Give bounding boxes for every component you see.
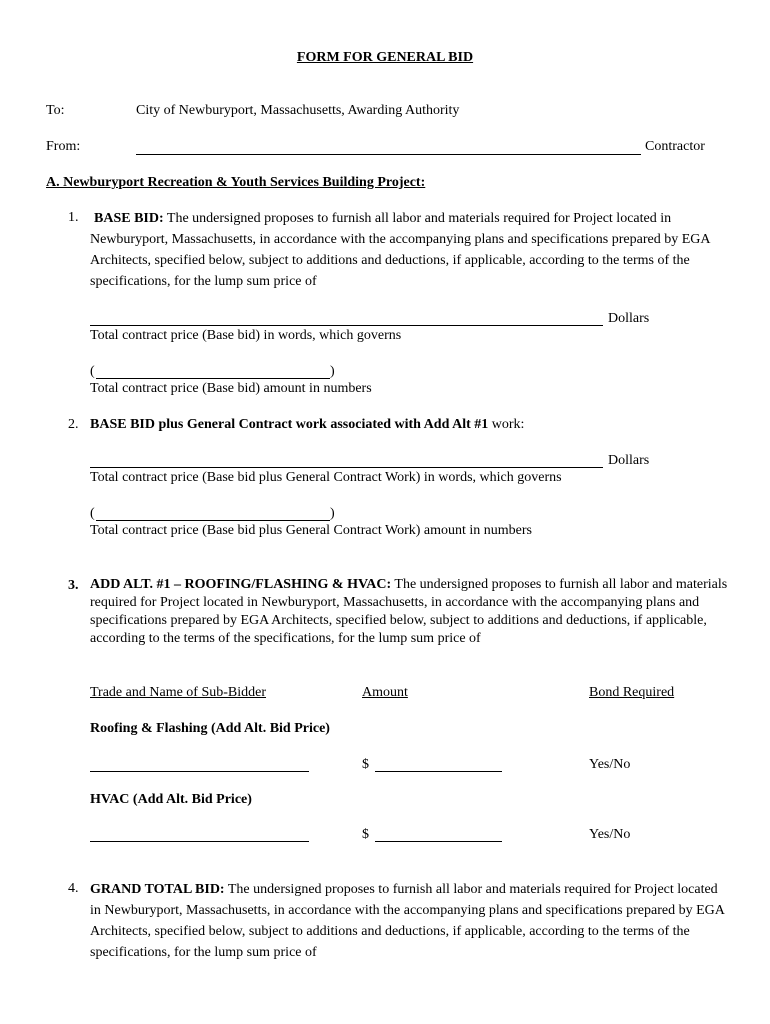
page-title: FORM FOR GENERAL BID xyxy=(296,50,474,65)
item1-number: 1. xyxy=(68,210,79,225)
item2-number: 2. xyxy=(68,417,79,432)
roofing-subbidder-field[interactable] xyxy=(90,771,309,772)
item4-number: 4. xyxy=(68,881,79,896)
col-header-bond: Bond Required xyxy=(589,685,675,700)
roofing-dollar-sign: $ xyxy=(362,757,369,772)
item3-paragraph xyxy=(90,576,730,648)
roofing-amount-field[interactable] xyxy=(375,771,502,772)
item1-body: The undersigned proposes to furnish all labor and materials required for Project located in Newburyport, Massachusetts, in accordance with the accompanying plans and specifications prepared by EGA Architects, specified below, subject to additions and deductions, if applicable, according to the terms of the specifications, for the lump sum price of xyxy=(90,211,710,289)
contractor-name-field[interactable] xyxy=(136,154,641,155)
item4-paragraph xyxy=(90,879,730,963)
item2-lead: BASE BID plus General Contract work associated with Add Alt #1 xyxy=(90,417,489,432)
to-value: City of Newburyport, Massachusetts, Awarding Authority xyxy=(136,103,460,118)
item1-paragraph xyxy=(90,208,730,292)
hvac-amount-field[interactable] xyxy=(375,841,502,842)
item1-numbers-caption: Total contract price (Base bid) amount in numbers xyxy=(90,381,372,396)
from-label: From: xyxy=(46,139,81,154)
item2-paren-open: ( xyxy=(90,506,95,521)
col-header-amount: Amount xyxy=(362,685,408,700)
item2-dollars: Dollars xyxy=(608,453,650,468)
item1-words-caption: Total contract price (Base bid) in words, which governs xyxy=(90,328,402,343)
item2-paren-close: ) xyxy=(330,506,335,521)
col-header-trade: Trade and Name of Sub-Bidder xyxy=(90,685,267,700)
to-label: To: xyxy=(46,103,65,118)
item3-lead: ADD ALT. #1 – ROOFING/FLASHING & HVAC: xyxy=(90,577,392,592)
item2-body: work: xyxy=(488,417,525,432)
item4-lead: GRAND TOTAL BID: xyxy=(90,882,225,897)
contractor-label: Contractor xyxy=(645,139,705,154)
section-a-heading: A. Newburyport Recreation & Youth Services Building Project: xyxy=(46,175,426,190)
item2-words-caption: Total contract price (Base bid plus General Contract Work) in words, which governs xyxy=(90,470,562,485)
item3-number: 3. xyxy=(68,578,79,593)
item4-body: The undersigned proposes to furnish all labor and materials required for Project located in Newburyport, Massachusetts, in accordance with the accompanying plans and specifications prepared by EGA Architects, specified below, subject to additions and deductions, if applicable, according to the terms of the specifications, for the lump sum price of xyxy=(90,882,725,960)
item3-body: The undersigned proposes to furnish all labor and materials required for Project located in Newburyport, Massachusetts, in accordance with the accompanying plans and specifications prepared by EGA Architects, specified below, subject to additions and deductions, if applicable, according to the terms of the specifications, for the lump sum price of xyxy=(90,577,728,646)
hvac-dollar-sign: $ xyxy=(362,827,369,842)
item2-paragraph xyxy=(90,415,524,435)
hvac-bond-yes-no[interactable]: Yes/No xyxy=(589,827,631,842)
roofing-bond-yes-no[interactable]: Yes/No xyxy=(589,757,631,772)
hvac-subbidder-field[interactable] xyxy=(90,841,309,842)
item1-dollars: Dollars xyxy=(608,311,650,326)
item1-lead: BASE BID: xyxy=(94,211,164,226)
item1-paren-open: ( xyxy=(90,364,95,379)
item2-numbers-caption: Total contract price (Base bid plus General Contract Work) amount in numbers xyxy=(90,523,533,538)
item1-paren-close: ) xyxy=(330,364,335,379)
roofing-label: Roofing & Flashing (Add Alt. Bid Price) xyxy=(90,721,330,736)
hvac-label: HVAC (Add Alt. Bid Price) xyxy=(90,792,252,807)
